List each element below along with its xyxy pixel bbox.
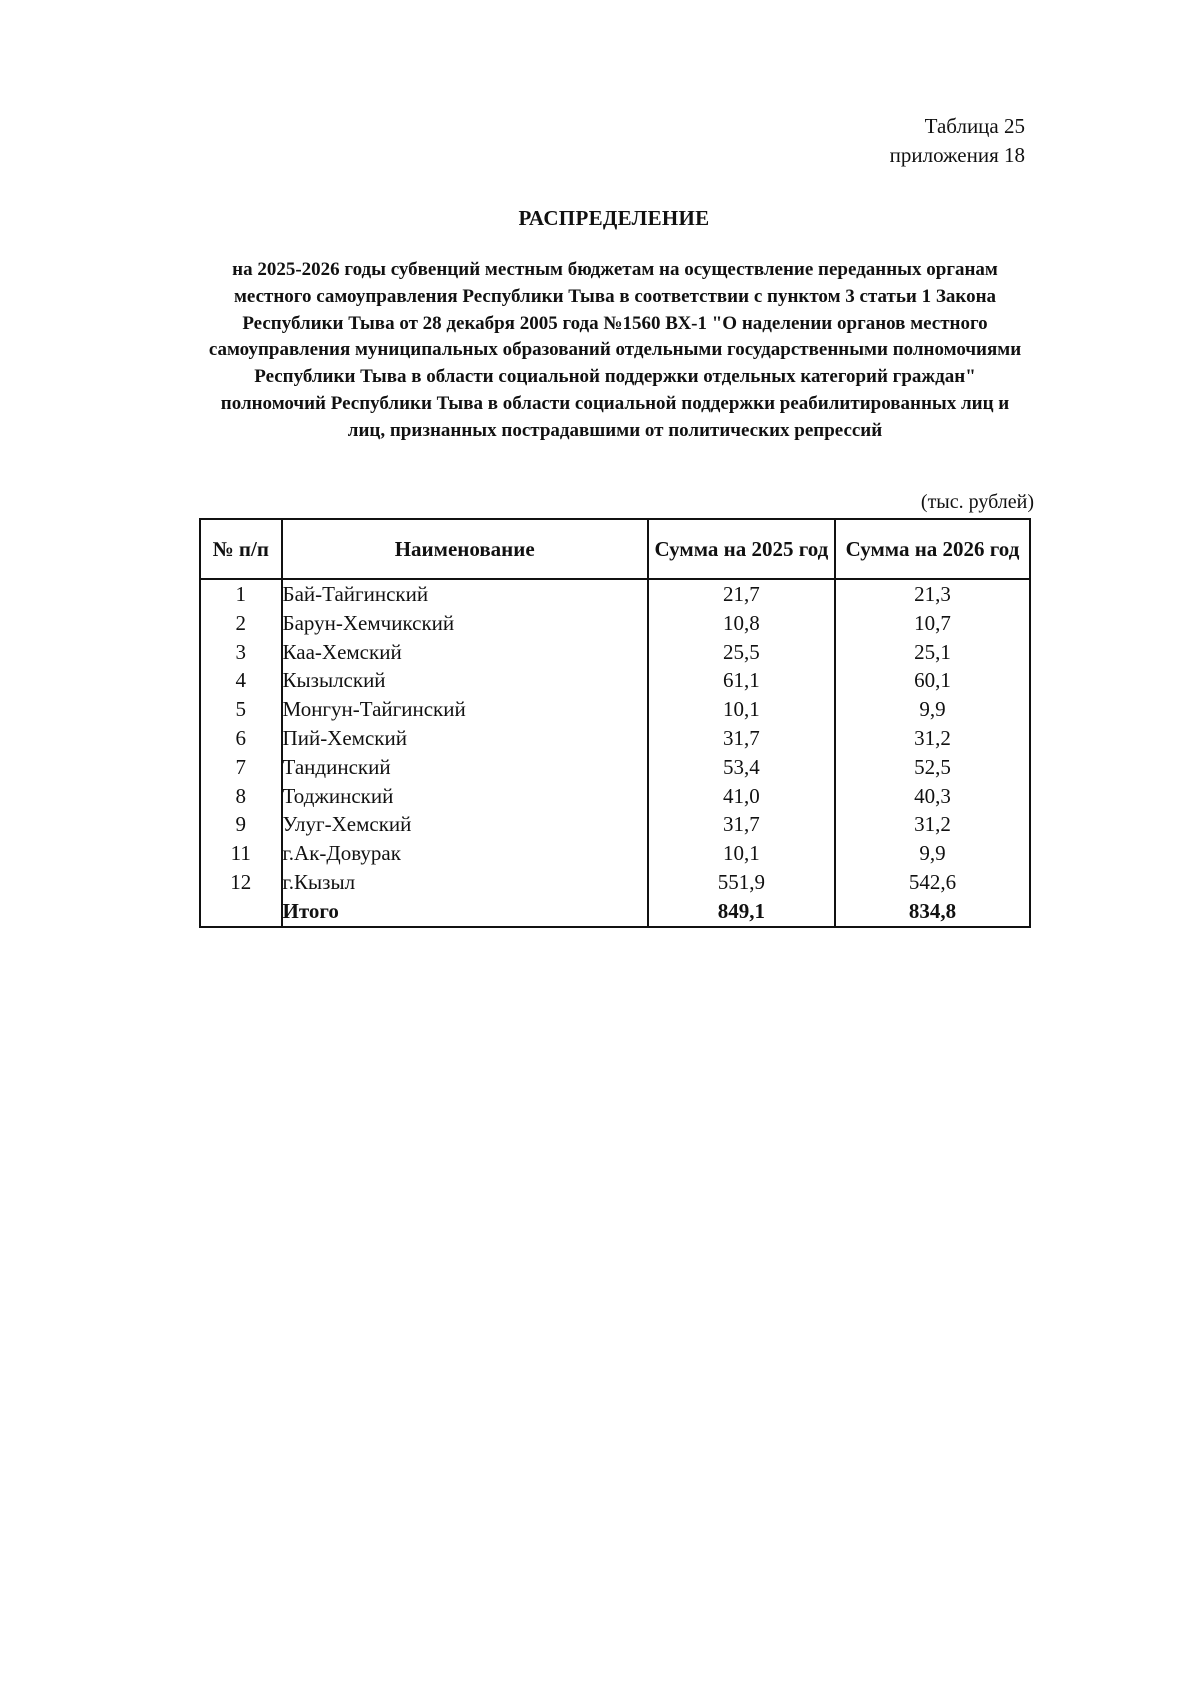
- row-sum-2025: 25,5: [648, 638, 835, 667]
- row-number: 7: [200, 753, 282, 782]
- total-number: [200, 897, 282, 927]
- header-sum-2025: Сумма на 2025 год: [648, 519, 835, 579]
- row-sum-2025: 21,7: [648, 579, 835, 609]
- row-sum-2026: 10,7: [835, 609, 1030, 638]
- row-number: 4: [200, 666, 282, 695]
- row-name: г.Ак-Довурак: [282, 839, 648, 868]
- total-sum-2026: 834,8: [835, 897, 1030, 927]
- table-row: [200, 609, 1030, 638]
- row-sum-2026: 60,1: [835, 666, 1030, 695]
- row-name: Барун-Хемчикский: [282, 609, 648, 638]
- row-sum-2025: 31,7: [648, 810, 835, 839]
- row-sum-2025: 31,7: [648, 724, 835, 753]
- row-name: Кызылский: [282, 666, 648, 695]
- row-number: 12: [200, 868, 282, 897]
- row-number: 8: [200, 782, 282, 811]
- table-row: [200, 753, 1030, 782]
- row-sum-2025: 10,8: [648, 609, 835, 638]
- total-row: [200, 897, 1030, 927]
- row-name: Тоджинский: [282, 782, 648, 811]
- total-label: Итого: [282, 897, 648, 927]
- table-reference: [890, 112, 1025, 170]
- row-name: г.Кызыл: [282, 868, 648, 897]
- row-sum-2026: 542,6: [835, 868, 1030, 897]
- document-title: РАСПРЕДЕЛЕНИЕ: [518, 206, 710, 230]
- header-sum-2026: Сумма на 2026 год: [835, 519, 1030, 579]
- table-row: [200, 666, 1030, 695]
- table-row: [200, 579, 1030, 609]
- table-number: Таблица 25: [924, 114, 1025, 138]
- row-name: Каа-Хемский: [282, 638, 648, 667]
- row-sum-2025: 10,1: [648, 695, 835, 724]
- table-body: [200, 579, 1030, 927]
- row-sum-2025: 10,1: [648, 839, 835, 868]
- row-name: Улуг-Хемский: [282, 810, 648, 839]
- row-sum-2025: 61,1: [648, 666, 835, 695]
- appendix-number: приложения 18: [889, 143, 1025, 167]
- row-name: Бай-Тайгинский: [282, 579, 648, 609]
- row-sum-2025: 551,9: [648, 868, 835, 897]
- table-row: [200, 695, 1030, 724]
- row-number: 6: [200, 724, 282, 753]
- row-sum-2026: 25,1: [835, 638, 1030, 667]
- row-name: Пий-Хемский: [282, 724, 648, 753]
- row-sum-2026: 52,5: [835, 753, 1030, 782]
- table-header-row: [200, 519, 1030, 579]
- row-number: 11: [200, 839, 282, 868]
- table-row: [200, 638, 1030, 667]
- document-subtitle: на 2025-2026 годы субвенций местным бюджетам на осуществление переданных органам местного самоуправления Республики Тыва в соответствии с пунктом 3 статьи 1 Закона Республики Тыва от 28 декабря 2005 года №1560 ВХ-1 "О наделении органов местного самоуправления муниципальных образований отдельными государственными полномочиями Республики Тыва в области социальной поддержки отдельных категорий граждан" полномочий Республики Тыва в области социальной поддержки реабилитированных лиц и лиц, признанных пострадавшими от политических репрессий: [208, 259, 1022, 441]
- units-label: (тыс. рублей): [920, 491, 1034, 513]
- table-row: [200, 724, 1030, 753]
- row-number: 3: [200, 638, 282, 667]
- row-number: 5: [200, 695, 282, 724]
- table-row: [200, 782, 1030, 811]
- header-number: № п/п: [200, 519, 282, 579]
- distribution-table: [199, 518, 1031, 928]
- row-sum-2026: 9,9: [835, 839, 1030, 868]
- row-sum-2026: 31,2: [835, 810, 1030, 839]
- row-sum-2026: 40,3: [835, 782, 1030, 811]
- row-sum-2026: 9,9: [835, 695, 1030, 724]
- table-row: [200, 868, 1030, 897]
- header-name: Наименование: [282, 519, 648, 579]
- row-sum-2026: 21,3: [835, 579, 1030, 609]
- table-row: [200, 839, 1030, 868]
- row-sum-2025: 41,0: [648, 782, 835, 811]
- row-number: 2: [200, 609, 282, 638]
- row-number: 9: [200, 810, 282, 839]
- row-name: Тандинский: [282, 753, 648, 782]
- total-sum-2025: 849,1: [648, 897, 835, 927]
- row-sum-2025: 53,4: [648, 753, 835, 782]
- row-name: Монгун-Тайгинский: [282, 695, 648, 724]
- table-row: [200, 810, 1030, 839]
- row-number: 1: [200, 579, 282, 609]
- row-sum-2026: 31,2: [835, 724, 1030, 753]
